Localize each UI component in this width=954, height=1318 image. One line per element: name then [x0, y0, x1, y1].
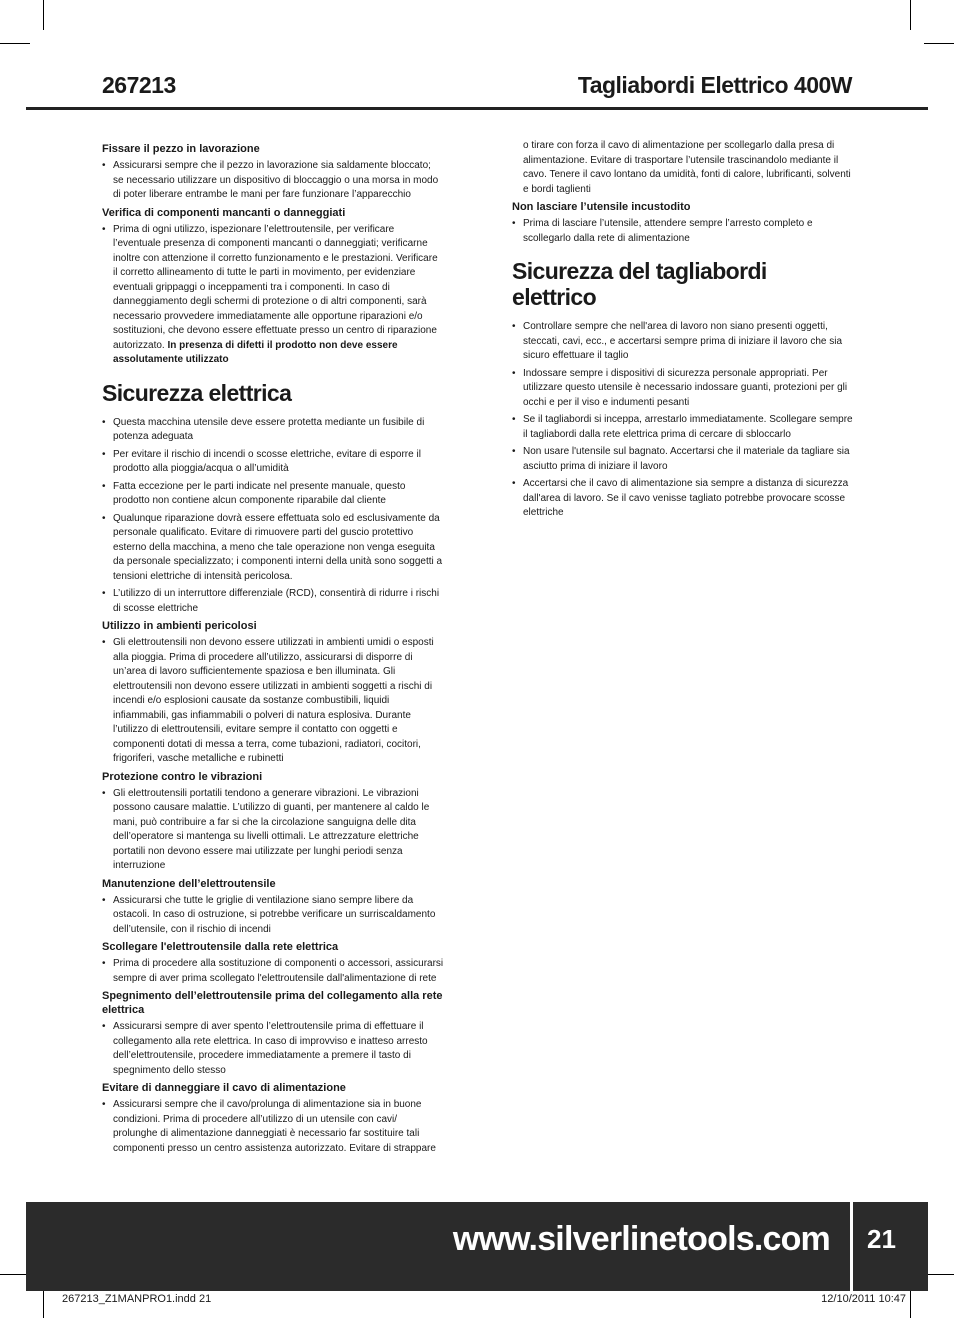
list-item: • Gli elettroutensili non devono essere utilizzati in ambienti umidi o esposti alla pioggia. Prima di procedere all’utilizzo, assicurarsi di disporre di un’area di lavoro sufficientemente spaziosa e ben illuminata. Gli elettroutensili non devono essere utilizzati in ambienti soggetti a rischi di incendi e/o esplosioni causate da sostanze combustibili, liquidi infiammabili, gas infiammabili o polveri di natura esplosiva. Durante l’utilizzo di elettroutensili, evitare sempre il contatto con oggetti e componenti dotati di messa a terra, come tubazioni, radiatori, cocitori, frigoriferi, vasche metalliche e rubinetti — [102, 636, 444, 767]
print-slug-date: 12/10/2011 10:47 — [821, 1293, 906, 1305]
website-url: www.silverlinetools.com — [452, 1220, 830, 1258]
bullet-list — [102, 1098, 444, 1156]
list-item: • Assicurarsi che tutte le griglie di ventilazione siano sempre libere da ostacoli. In caso di ostruzione, si potrebbe verificare un surriscaldamento dell’utensile, con il rischio di incendi — [102, 894, 444, 938]
list-item: • Per evitare il rischio di incendi o scosse elettriche, evitare di esporre il prodotto alla pioggia/acqua o all’umidità — [102, 448, 444, 477]
list-item: • Assicurarsi sempre di aver spento l’elettroutensile prima di effettuare il collegamento alla rete elettrica. In caso di improvviso e inatteso arresto dell’elettroutensile, procedere immediatamente a premere il tasto di spegnimento dello stesso — [102, 1020, 444, 1078]
list-item: • Fatta eccezione per le parti indicate nel presente manuale, questo prodotto non contiene alcun componente riparabile dal cliente — [102, 480, 444, 509]
right-column — [512, 139, 854, 524]
subheading: Manutenzione dell’elettroutensile — [102, 877, 276, 890]
list-item: • L’utilizzo di un interruttore differenziale (RCD), consentirà di ridurre i rischi di scosse elettriche — [102, 587, 444, 616]
crop-mark — [910, 1288, 911, 1318]
page-title: Tagliabordi Elettrico 400W — [577, 72, 852, 98]
page-number-box — [853, 1202, 928, 1291]
crop-mark — [43, 0, 44, 30]
list-item: • Accertarsi che il cavo di alimentazione sia sempre a distanza di sicurezza dall'area di lavoro. Se il cavo venisse tagliato potrebbe provocare scosse elettriche — [512, 477, 854, 521]
list-item-text: Prima di ogni utilizzo, ispezionare l’elettroutensile, per verificare l’eventuale presenza di componenti mancanti o danneggiati; verificarne inoltre con attenzione il corretto funzionamento e le prestazioni. Verificare il corretto allineamento di tutte le parti in movimento, per evidenziare eventuali grippaggi o inceppamenti tra i componenti. In caso di danneggiamento degli schermi di protezione o di altri componenti, sarà necessario provvedere immediatamente alle opportune riparazioni e/o sostituzioni, che devono essere effettuate presso un centro di riparazione autorizzato. — [113, 223, 438, 351]
subheading: Scollegare l'elettroutensile dalla rete elettrica — [102, 941, 339, 953]
list-item: • Indossare sempre i dispositivi di sicurezza personale appropriati. Per utilizzare questo utensile è necessario indossare guanti, protezioni per gli occhi e per il viso e indumenti pesanti — [512, 367, 854, 411]
subheading: Non lasciare l’utensile incustodito — [512, 201, 691, 213]
bullet-list — [102, 957, 444, 986]
bullet-list — [102, 894, 444, 938]
crop-mark — [910, 0, 911, 30]
section-heading: Sicurezza elettrica — [102, 379, 292, 406]
list-item: • Prima di lasciare l’utensile, attendere sempre l’arresto completo e scollegarlo dalla rete di alimentazione — [512, 217, 854, 246]
list-item: • Qualunque riparazione dovrà essere effettuata solo ed esclusivamente da personale qualificato. Evitare di rimuovere parti del guscio protettivo esterno della macchina, a meno che tale operazione non venga eseguita da personale specializzato; i componenti interni della unità sono soggetti a tensioni elettriche di intensità pericolosa. — [102, 512, 444, 585]
page-number: 21 — [867, 1224, 896, 1254]
left-column — [102, 140, 444, 1159]
subheading: Evitare di danneggiare il cavo di alimentazione — [102, 1082, 346, 1094]
list-item: • Prima di procedere alla sostituzione di componenti o accessori, assicurarsi sempre di aver prima scollegato l'elettroutensile dall'alimentazione di rete — [102, 957, 444, 986]
bullet-list — [102, 223, 444, 368]
crop-mark — [924, 43, 954, 44]
list-item: • Assicurarsi sempre che il pezzo in lavorazione sia saldamente bloccato; se necessario utilizzare un dispositivo di bloccaggio o una morsa in modo di poter liberare entrambe le mani per fare funzionare l’apparecchio — [102, 159, 444, 203]
list-item: • Assicurarsi sempre che il cavo/prolunga di alimentazione sia in buone condizioni. Prima di procedere all’utilizzo di un utensile con cavi/ prolunghe di alimentazione danneggiati è necessario far sostituire tali componenti presso un centro assistenza autorizzato. Evitare di strappare — [102, 1098, 444, 1156]
section-heading: Sicurezza del tagliabordi elettrico — [512, 258, 767, 310]
subheading: Spegnimento dell’elettroutensile prima del collegamento alla rete elettrica — [102, 990, 443, 1016]
bullet-list — [102, 416, 444, 617]
list-item — [102, 223, 444, 368]
crop-mark — [0, 43, 30, 44]
subheading: Verifica di componenti mancanti o danneggiati — [102, 206, 346, 219]
bullet-list — [102, 1020, 444, 1078]
header-rule — [26, 107, 928, 110]
bullet-list — [102, 159, 444, 203]
crop-mark — [43, 1288, 44, 1318]
list-item: • Controllare sempre che nell'area di lavoro non siano presenti oggetti, steccati, cavi, ecc., e accertarsi sempre prima di iniziare il lavoro che sia sicuro effettuare il taglio — [512, 320, 854, 364]
bullet-list — [512, 320, 854, 521]
list-item: • Questa macchina utensile deve essere protetta mediante un fusibile di potenza adeguata — [102, 416, 444, 445]
product-code: 267213 — [102, 72, 176, 98]
list-item-bold-text: In presenza di difetti il prodotto non deve essere assolutamente utilizzato — [113, 339, 398, 365]
bullet-list — [512, 217, 854, 246]
subheading: Utilizzo in ambienti pericolosi — [102, 620, 257, 632]
list-item: • Non usare l'utensile sul bagnato. Accertarsi che il materiale da tagliare sia asciutto prima di iniziare il lavoro — [512, 445, 854, 474]
list-item: • Gli elettroutensili portatili tendono a generare vibrazioni. Le vibrazioni possono causare malattie. L’utilizzo di guanti, per mantenere al caldo le mani, può contribuire a far si che la circolazione sanguigna delle dita dell’operatore si mantenga su livelli ottimali. Le attrezzature elettriche portatili non devono essere mai utilizzate per lunghi periodi senza interruzione — [102, 787, 444, 874]
subheading: Protezione contro le vibrazioni — [102, 770, 263, 783]
footer-bar — [26, 1202, 850, 1291]
bullet-list — [102, 787, 444, 874]
bullet-list — [102, 636, 444, 767]
print-slug-file: 267213_Z1MANPRO1.indd 21 — [62, 1293, 212, 1305]
continued-text: o tirare con forza il cavo di alimentazione per scollegarlo dalla presa di alimentazione. Evitare di trasportare l’utensile trascinandolo mediante il cavo. Tenere il cavo lontano da umidità, fonti di calore, lubrificanti, solventi e bordi taglienti — [523, 140, 851, 195]
crop-mark — [924, 1274, 954, 1275]
subheading: Fissare il pezzo in lavorazione — [102, 143, 260, 155]
list-item: • Se il tagliabordi si inceppa, arrestarlo immediatamente. Scollegare sempre il tagliabordi dalla rete elettrica prima di cercare di sbloccarlo — [512, 413, 854, 442]
